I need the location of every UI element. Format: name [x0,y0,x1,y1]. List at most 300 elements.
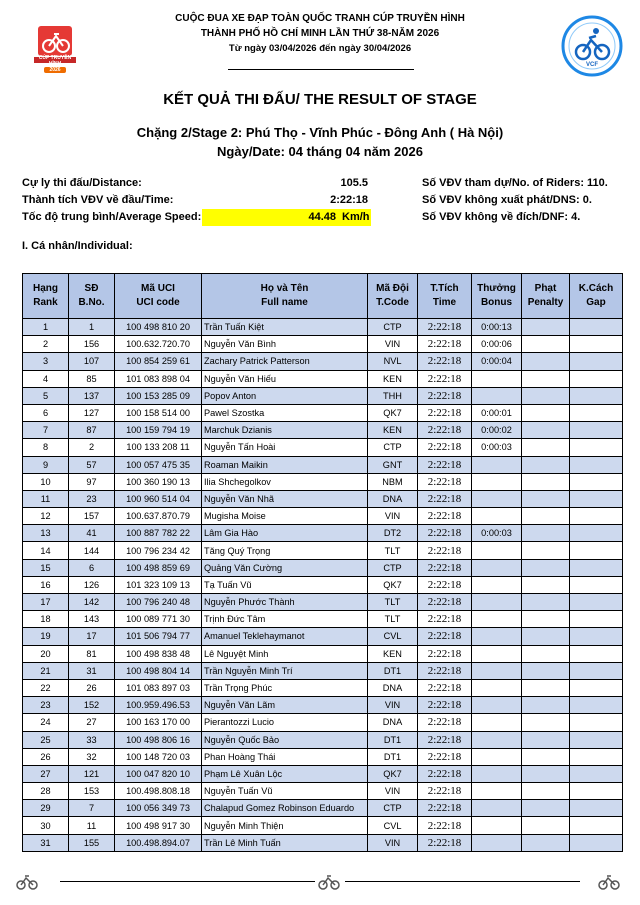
cell-uci: 100 148 720 03 [115,748,202,765]
cell-bib: 155 [69,834,115,851]
cell-bib: 156 [69,336,115,353]
cell-gap [570,817,623,834]
cell-rank: 10 [23,473,69,490]
cell-team: DNA [368,490,418,507]
table-row [23,783,623,800]
cell-penalty [522,714,570,731]
cell-time: 2:22:18 [418,800,472,817]
cell-name: Lê Nguyệt Minh [202,645,368,662]
cell-gap [570,319,623,336]
table-row [23,697,623,714]
cell-penalty [522,336,570,353]
cell-bib: 31 [69,662,115,679]
cell-rank: 23 [23,697,69,714]
cell-bonus: 0:00:13 [472,319,522,336]
cell-rank: 25 [23,731,69,748]
cell-team: KEN [368,370,418,387]
distance-label: Cự ly thi đấu/Distance: [22,177,142,189]
cell-rank: 1 [23,319,69,336]
cell-rank: 14 [23,542,69,559]
cell-time: 2:22:18 [418,748,472,765]
cell-bonus [472,834,522,851]
cell-penalty [522,783,570,800]
table-row [23,628,623,645]
table-row [23,817,623,834]
stage-date: Ngày/Date: 04 tháng 04 năm 2026 [217,144,423,159]
cell-rank: 11 [23,490,69,507]
cell-time: 2:22:18 [418,439,472,456]
cell-uci: 100 960 514 04 [115,490,202,507]
cell-uci: 101 323 109 13 [115,576,202,593]
cell-time: 2:22:18 [418,473,472,490]
cell-bib: 41 [69,525,115,542]
cell-name: Ilia Shchegolkov [202,473,368,490]
table-row [23,765,623,782]
cell-penalty [522,817,570,834]
cell-gap [570,404,623,421]
cell-time: 2:22:18 [418,594,472,611]
cell-gap [570,456,623,473]
cell-bonus [472,765,522,782]
cell-time: 2:22:18 [418,490,472,507]
cell-rank: 21 [23,662,69,679]
cell-time: 2:22:18 [418,370,472,387]
cell-name: Trần Tuấn Kiệt [202,319,368,336]
table-row [23,542,623,559]
cell-uci: 100 159 794 19 [115,422,202,439]
cell-bonus [472,697,522,714]
cell-penalty [522,473,570,490]
cell-team: QK7 [368,576,418,593]
cell-bib: 121 [69,765,115,782]
cell-uci: 100 887 782 22 [115,525,202,542]
results-table [22,273,623,852]
cell-team: DNA [368,714,418,731]
cell-penalty [522,319,570,336]
cell-gap [570,645,623,662]
cell-gap [570,628,623,645]
cell-uci: 100 153 285 09 [115,387,202,404]
cell-team: QK7 [368,765,418,782]
cell-bonus [472,559,522,576]
cell-name: Phan Hoàng Thái [202,748,368,765]
cell-name: Nguyễn Văn Nhã [202,490,368,507]
cell-name: Roaman Maikin [202,456,368,473]
cell-penalty [522,490,570,507]
cell-time: 2:22:18 [418,783,472,800]
table-row [23,525,623,542]
cell-team: THH [368,387,418,404]
cell-time: 2:22:18 [418,714,472,731]
cell-name: Nguyễn Văn Lãm [202,697,368,714]
cell-bib: 7 [69,800,115,817]
cell-uci: 100.498.894.07 [115,834,202,851]
footer-line-left [60,881,315,882]
cell-rank: 3 [23,353,69,370]
cell-team: DNA [368,679,418,696]
cell-name: Tạ Tuấn Vũ [202,576,368,593]
cell-team: CTP [368,319,418,336]
cell-uci: 100 796 240 48 [115,594,202,611]
header-bib: SĐ B.No. [69,274,115,319]
table-row [23,422,623,439]
cell-bonus [472,508,522,525]
cell-name: Trần Nguyễn Minh Trí [202,662,368,679]
table-row [23,679,623,696]
table-row [23,353,623,370]
cell-time: 2:22:18 [418,662,472,679]
cell-time: 2:22:18 [418,576,472,593]
header-divider [228,69,414,70]
cell-rank: 24 [23,714,69,731]
cell-team: VIN [368,834,418,851]
stage-name: Chặng 2/Stage 2: Phú Thọ - Vĩnh Phúc - Đông Anh ( Hà Nội) [136,125,504,140]
cell-bib: 107 [69,353,115,370]
cell-team: DT1 [368,731,418,748]
event-period: Từ ngày 03/04/2026 đến ngày 30/04/2026 [228,43,412,54]
cell-penalty [522,611,570,628]
cell-gap [570,611,623,628]
cell-time: 2:22:18 [418,353,472,370]
header-gap: K.Cách Gap [570,274,623,319]
cell-bonus [472,611,522,628]
cell-uci: 100 360 190 13 [115,473,202,490]
cell-name: Lâm Gia Hào [202,525,368,542]
cell-team: KEN [368,422,418,439]
cell-bib: 127 [69,404,115,421]
cell-bib: 6 [69,559,115,576]
cell-team: KEN [368,645,418,662]
cyclist-icon [598,872,620,890]
cell-rank: 16 [23,576,69,593]
event-edition: THÀNH PHỐ HỒ CHÍ MINH LẦN THỨ 38-NĂM 2026 [200,28,440,39]
cell-name: Zachary Patrick Patterson [202,353,368,370]
table-row [23,748,623,765]
cell-team: DT1 [368,748,418,765]
speed-value: 44.48 [308,211,336,223]
cell-team: CVL [368,817,418,834]
cell-gap [570,353,623,370]
cell-bonus [472,714,522,731]
cell-penalty [522,422,570,439]
cell-rank: 31 [23,834,69,851]
cell-penalty [522,353,570,370]
cell-uci: 100.498.808.18 [115,783,202,800]
cell-name: Nguyễn Minh Thiện [202,817,368,834]
cell-time: 2:22:18 [418,679,472,696]
table-row [23,594,623,611]
cell-name: Phạm Lê Xuân Lộc [202,765,368,782]
table-row [23,645,623,662]
cell-rank: 6 [23,404,69,421]
cell-team: CTP [368,439,418,456]
cell-name: Nguyễn Phước Thành [202,594,368,611]
cell-penalty [522,697,570,714]
cell-team: CVL [368,628,418,645]
cell-name: Amanuel Teklehaymanot [202,628,368,645]
cell-penalty [522,508,570,525]
cell-rank: 19 [23,628,69,645]
cell-time: 2:22:18 [418,404,472,421]
cell-time: 2:22:18 [418,697,472,714]
header-penalty: Phạt Penalty [522,274,570,319]
cell-team: TLT [368,611,418,628]
riders-count: Số VĐV tham dự/No. of Riders: 110. [422,177,608,189]
cell-gap [570,783,623,800]
table-row [23,456,623,473]
cell-uci: 100 854 259 61 [115,353,202,370]
cell-bib: 27 [69,714,115,731]
cell-rank: 12 [23,508,69,525]
cell-uci: 100 498 804 14 [115,662,202,679]
cell-time: 2:22:18 [418,645,472,662]
cell-team: GNT [368,456,418,473]
header-bonus: Thưởng Bonus [472,274,522,319]
table-header-row [23,274,623,319]
table-row [23,370,623,387]
cell-team: TLT [368,542,418,559]
cell-team: DT2 [368,525,418,542]
cell-rank: 29 [23,800,69,817]
cell-uci: 100 158 514 00 [115,404,202,421]
table-row [23,439,623,456]
cell-time: 2:22:18 [418,817,472,834]
dns-count: Số VĐV không xuất phát/DNS: 0. [422,194,592,206]
cell-time: 2:22:18 [418,422,472,439]
cup-logo-year: 2026 [49,67,61,73]
cell-bib: 1 [69,319,115,336]
cell-time: 2:22:18 [418,611,472,628]
cell-time: 2:22:18 [418,628,472,645]
cell-penalty [522,387,570,404]
cell-penalty [522,628,570,645]
cell-bonus [472,645,522,662]
cell-name: Chalapud Gomez Robinson Eduardo [202,800,368,817]
cell-time: 2:22:18 [418,834,472,851]
cell-gap [570,422,623,439]
cell-rank: 17 [23,594,69,611]
cell-penalty [522,576,570,593]
page-title: KẾT QUẢ THI ĐẤU/ THE RESULT OF STAGE [163,91,477,108]
speed-unit: Km/h [342,211,370,223]
cell-rank: 22 [23,679,69,696]
cell-gap [570,576,623,593]
cell-bib: 23 [69,490,115,507]
cell-penalty [522,800,570,817]
table-row [23,404,623,421]
cell-penalty [522,748,570,765]
cell-time: 2:22:18 [418,525,472,542]
cell-time: 2:22:18 [418,387,472,404]
table-row [23,834,623,851]
cell-name: Pierantozzi Lucio [202,714,368,731]
cell-gap [570,765,623,782]
vcf-logo-text: VCF [586,62,598,68]
table-row [23,576,623,593]
cell-bib: 126 [69,576,115,593]
cell-gap [570,490,623,507]
table-row [23,714,623,731]
cell-bib: 157 [69,508,115,525]
cell-time: 2:22:18 [418,765,472,782]
cell-bonus [472,473,522,490]
cell-bib: 152 [69,697,115,714]
cell-team: TLT [368,594,418,611]
cell-rank: 15 [23,559,69,576]
cell-gap [570,731,623,748]
cell-uci: 100 133 208 11 [115,439,202,456]
cell-bib: 143 [69,611,115,628]
event-title: CUỘC ĐUA XE ĐẠP TOÀN QUỐC TRANH CÚP TRUYỀN HÌNH [175,13,465,24]
cell-bonus: 0:00:01 [472,404,522,421]
cell-gap [570,473,623,490]
cell-uci: 100 498 859 69 [115,559,202,576]
cell-penalty [522,645,570,662]
cell-penalty [522,594,570,611]
cell-time: 2:22:18 [418,336,472,353]
cell-rank: 5 [23,387,69,404]
header-uci: Mã UCI UCI code [115,274,202,319]
cell-bonus [472,542,522,559]
cell-team: VIN [368,336,418,353]
dnf-count: Số VĐV không về đích/DNF: 4. [422,211,581,223]
cell-name: Trần Lê Minh Tuấn [202,834,368,851]
table-row [23,336,623,353]
cell-bonus [472,387,522,404]
cell-uci: 100 057 475 35 [115,456,202,473]
cell-bonus [472,679,522,696]
cell-name: Trần Trọng Phúc [202,679,368,696]
cell-rank: 4 [23,370,69,387]
footer-line-right [345,881,580,882]
cell-team: NBM [368,473,418,490]
cell-name: Tăng Quý Trọng [202,542,368,559]
table-row [23,490,623,507]
cell-bonus [472,748,522,765]
cell-uci: 100 498 806 16 [115,731,202,748]
cell-penalty [522,404,570,421]
cell-gap [570,387,623,404]
cell-uci: 100 796 234 42 [115,542,202,559]
cell-bonus [472,490,522,507]
cell-bib: 57 [69,456,115,473]
cell-gap [570,714,623,731]
table-row [23,473,623,490]
cell-rank: 13 [23,525,69,542]
cell-gap [570,662,623,679]
cell-penalty [522,834,570,851]
section-title: I. Cá nhân/Individual: [22,240,133,252]
cell-rank: 30 [23,817,69,834]
cup-logo-text: CÚP TRUYỀN HÌNH [38,55,72,67]
cell-name: Popov Anton [202,387,368,404]
cell-gap [570,800,623,817]
cell-bib: 97 [69,473,115,490]
cell-bonus [472,628,522,645]
cell-bib: 32 [69,748,115,765]
cell-bib: 144 [69,542,115,559]
cell-bonus [472,370,522,387]
cell-uci: 100 056 349 73 [115,800,202,817]
cell-bib: 2 [69,439,115,456]
cell-bib: 87 [69,422,115,439]
cell-name: Pawel Szostka [202,404,368,421]
cell-time: 2:22:18 [418,508,472,525]
cell-uci: 100 498 838 48 [115,645,202,662]
cell-bonus [472,576,522,593]
cell-gap [570,679,623,696]
cell-penalty [522,662,570,679]
cell-uci: 101 083 898 04 [115,370,202,387]
cell-team: VIN [368,783,418,800]
cell-gap [570,370,623,387]
cell-name: Marchuk Dzianis [202,422,368,439]
cell-bib: 142 [69,594,115,611]
cell-gap [570,697,623,714]
cyclist-icon [16,872,38,890]
cell-time: 2:22:18 [418,456,472,473]
cell-team: DT1 [368,662,418,679]
cell-bib: 81 [69,645,115,662]
cell-uci: 101 506 794 77 [115,628,202,645]
cell-name: Trịnh Đức Tâm [202,611,368,628]
cell-team: CTP [368,559,418,576]
cell-bonus: 0:00:06 [472,336,522,353]
cell-name: Quảng Văn Cường [202,559,368,576]
cell-name: Nguyễn Văn Bình [202,336,368,353]
cell-bonus: 0:00:03 [472,439,522,456]
cell-time: 2:22:18 [418,319,472,336]
cell-uci: 100 498 810 20 [115,319,202,336]
cell-penalty [522,679,570,696]
cell-rank: 26 [23,748,69,765]
cell-team: NVL [368,353,418,370]
table-row [23,611,623,628]
cell-uci: 100.637.870.79 [115,508,202,525]
cell-bib: 137 [69,387,115,404]
header-time: T.Tích Time [418,274,472,319]
table-row [23,559,623,576]
cell-name: Mugisha Moise [202,508,368,525]
cell-team: VIN [368,697,418,714]
cell-uci: 100.959.496.53 [115,697,202,714]
header-name: Họ và Tên Full name [202,274,368,319]
cell-bonus: 0:00:04 [472,353,522,370]
cell-bonus: 0:00:03 [472,525,522,542]
cell-penalty [522,559,570,576]
cell-gap [570,525,623,542]
cell-name: Nguyễn Tấn Hoài [202,439,368,456]
cell-gap [570,748,623,765]
cell-time: 2:22:18 [418,731,472,748]
cell-team: QK7 [368,404,418,421]
cell-bib: 26 [69,679,115,696]
cell-bonus [472,800,522,817]
cell-bib: 85 [69,370,115,387]
cell-uci: 100 163 170 00 [115,714,202,731]
cell-gap [570,439,623,456]
cell-rank: 18 [23,611,69,628]
cell-penalty [522,456,570,473]
table-row [23,387,623,404]
table-row [23,662,623,679]
cell-uci: 100 047 820 10 [115,765,202,782]
cell-penalty [522,439,570,456]
cell-uci: 100 089 771 30 [115,611,202,628]
cell-bonus [472,783,522,800]
cell-bonus [472,731,522,748]
cell-bib: 17 [69,628,115,645]
